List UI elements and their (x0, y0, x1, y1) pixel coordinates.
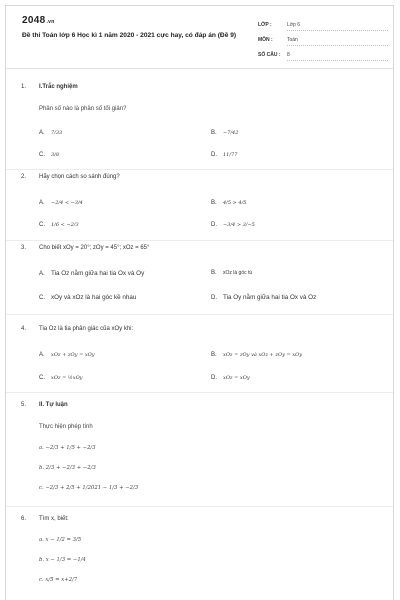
exercise-item: a. x − 1/2 = 3/5 (39, 537, 82, 543)
option-key: D. (211, 222, 217, 228)
meta-value: Lớp 6 (287, 22, 301, 28)
meta-key: SỐ CÂU : (258, 52, 281, 58)
option-key: A. (39, 271, 45, 277)
option-b[interactable] (211, 270, 252, 276)
site-logo[interactable] (22, 15, 55, 26)
option-text: Tia Oz nằm giữa hai tia Ox và Oy (51, 270, 145, 277)
option-c[interactable] (39, 294, 136, 301)
option-text: xOz = zOy và xOz + zOy = xOy (223, 352, 303, 358)
meta-value: Toán (287, 37, 298, 43)
option-text: xOy và xOz là hai góc kề nhau (51, 294, 137, 301)
exam-sheet (5, 5, 394, 600)
option-c[interactable] (39, 222, 79, 228)
option-key: C. (39, 375, 45, 381)
option-text: 7/33 (51, 130, 63, 136)
exercise-item: c. −2/3 + 2/5 + 1/2021 − 1/3 + −2/3 (39, 485, 139, 491)
meta-underline (287, 45, 388, 46)
option-a[interactable] (39, 200, 83, 206)
option-text: xOz = xOy (223, 375, 250, 381)
exercise-item: b. 2/3 + −2/3 + −2/3 (39, 465, 96, 471)
exercise-item: a. −2/3 + 1/5 + −2/3 (39, 445, 96, 451)
option-a[interactable] (39, 130, 62, 136)
question-number: 3. (21, 245, 27, 251)
question-number: 6. (21, 516, 27, 522)
question-number: 4. (21, 326, 27, 332)
question-divider (6, 240, 393, 241)
option-text: xOz = ½xOy (51, 375, 83, 381)
document-title: Đề thi Toán lớp 6 Học kì 1 năm 2020 - 2021 cực hay, có đáp án (Đề 9) (22, 32, 237, 39)
option-text: 3/8 (51, 152, 60, 158)
question-divider (6, 506, 393, 507)
option-key: C. (39, 222, 45, 228)
option-text: xOz + zOy = xOy (51, 352, 95, 358)
option-key: D. (211, 295, 217, 301)
option-text: xOz là góc tù (223, 270, 253, 276)
question-title: Hãy chọn cách so sánh đúng? (39, 174, 120, 180)
option-key: C. (39, 295, 45, 301)
option-b[interactable] (211, 130, 238, 136)
question-prompt: Thực hiện phép tính (39, 424, 93, 430)
option-key: C. (39, 152, 45, 158)
option-b[interactable] (211, 200, 246, 206)
option-c[interactable] (39, 152, 59, 158)
option-a[interactable] (39, 352, 95, 358)
option-text: 4/5 > 4/5 (223, 200, 247, 206)
question-prompt: Phân số nào là phân số tối giản? (39, 106, 127, 112)
option-key: B. (211, 270, 217, 276)
question-number: 5. (21, 402, 27, 408)
meta-row-subject (258, 34, 388, 49)
option-d[interactable] (211, 152, 237, 158)
meta-underline (287, 60, 388, 61)
option-key: B. (211, 130, 217, 136)
question-title: Tìm x, biết: (39, 516, 69, 522)
exercise-item: c. x/5 = x+2/7 (39, 577, 78, 583)
option-c[interactable] (39, 375, 83, 381)
option-key: A. (39, 352, 45, 358)
question-title: I.Trắc nghiệm (39, 84, 78, 90)
document-header (6, 6, 393, 69)
option-d[interactable] (211, 375, 250, 381)
option-key: A. (39, 200, 45, 206)
option-text: −7/42 (223, 130, 239, 136)
option-key: B. (211, 352, 217, 358)
meta-row-class (258, 19, 388, 34)
option-key: A. (39, 130, 45, 136)
logo-text: 2048 (22, 15, 46, 26)
option-d[interactable] (211, 222, 255, 228)
option-text: 1/6 < −2/3 (51, 222, 79, 228)
question-title: Cho biết xOy = 20°; zOy = 45°; xOz = 65° (39, 245, 150, 251)
option-a[interactable] (39, 270, 144, 277)
question-divider (6, 169, 393, 170)
question-divider (6, 392, 393, 393)
option-text: 11/77 (223, 152, 238, 158)
option-text: −2/4 < −3/4 (51, 200, 83, 206)
option-text: Tia Oy nằm giữa hai tia Ox và Oz (223, 294, 317, 301)
question-number: 1. (21, 84, 27, 90)
logo-suffix: .vn (46, 19, 55, 25)
question-title: II. Tự luận (39, 402, 68, 408)
option-key: B. (211, 200, 217, 206)
meta-value: 8 (287, 52, 290, 58)
meta-key: MÔN : (258, 37, 273, 43)
meta-key: LỚP : (258, 22, 272, 28)
question-number: 2. (21, 174, 27, 180)
meta-row-count (258, 49, 388, 64)
option-key: D. (211, 152, 217, 158)
meta-underline (287, 30, 388, 31)
exercise-item: b. x − 1/3 = −1/4 (39, 557, 86, 563)
exam-meta (258, 19, 388, 64)
question-title: Tia Oz là tia phân giác của xOy khi: (39, 326, 134, 332)
question-divider (6, 314, 393, 315)
option-key: D. (211, 375, 217, 381)
option-b[interactable] (211, 352, 302, 358)
option-text: −3/4 > 3/−5 (223, 222, 255, 228)
option-d[interactable] (211, 294, 316, 301)
